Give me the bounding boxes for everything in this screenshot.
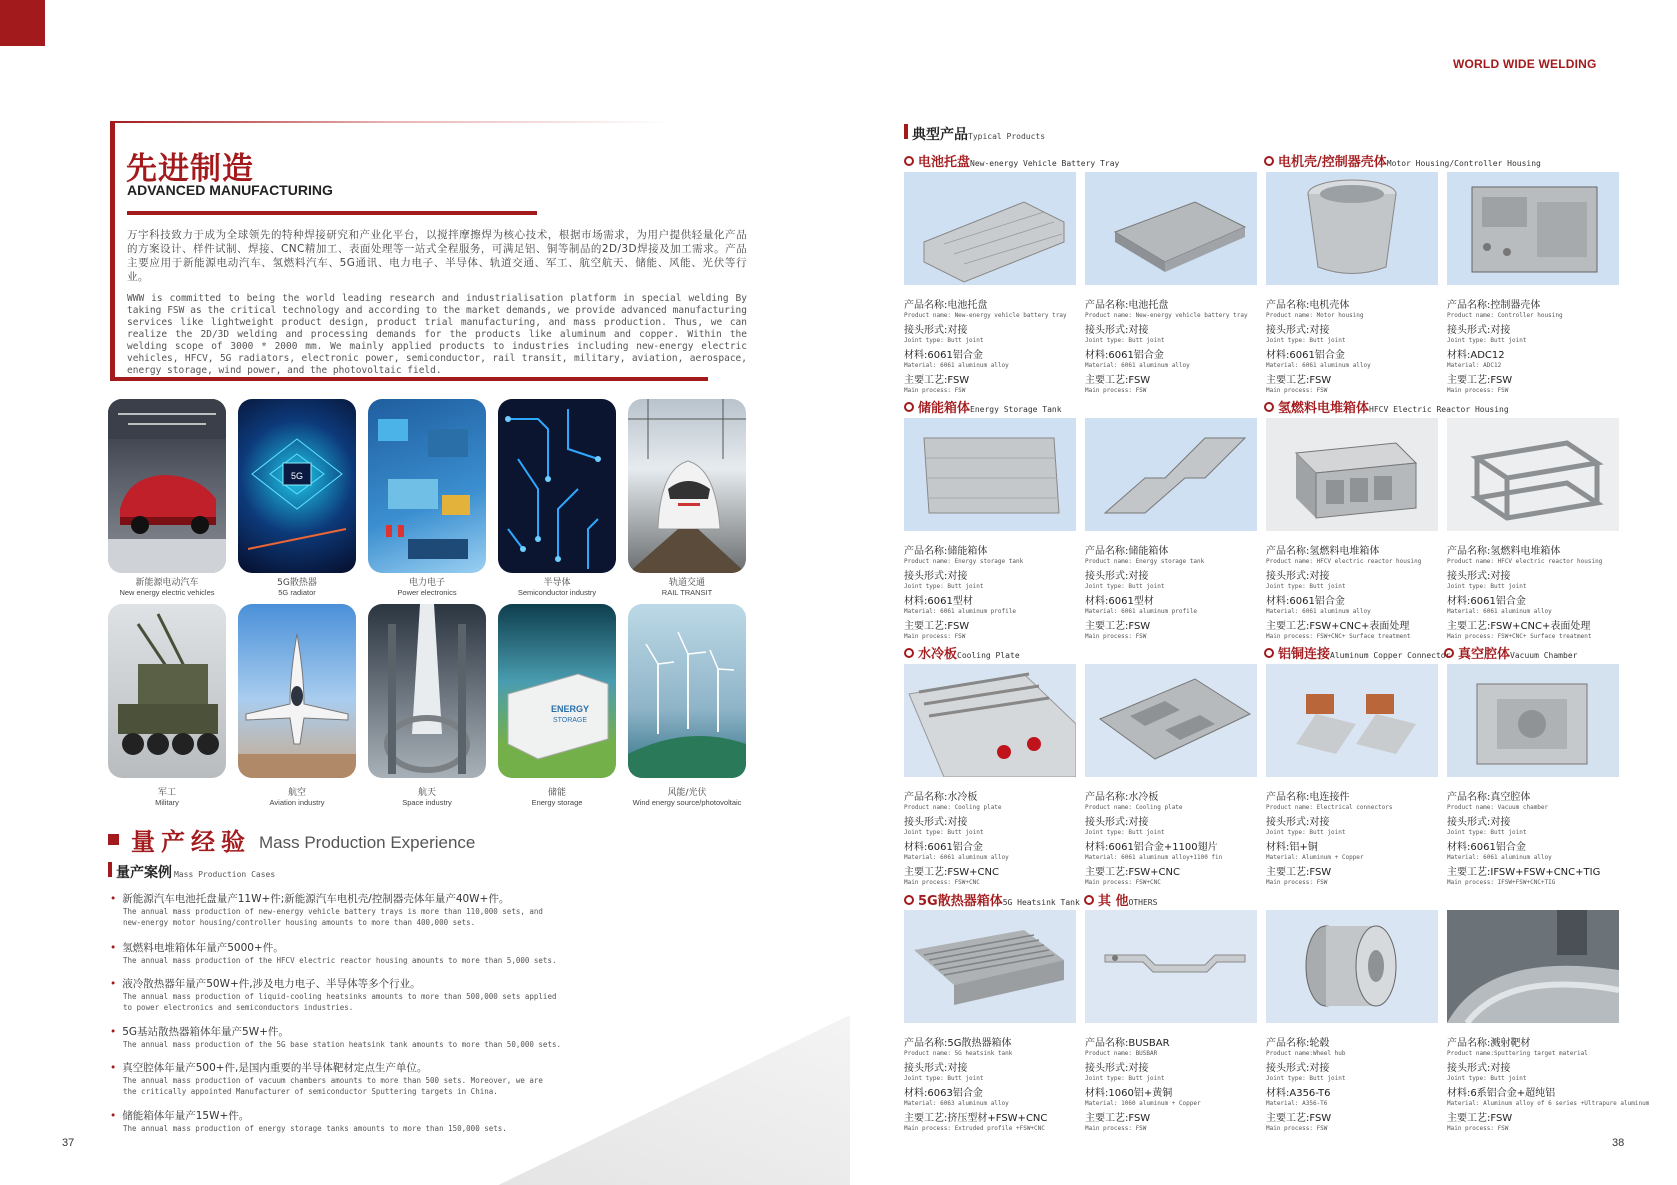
brand-tagline: WORLD WIDE WELDING [1453, 57, 1597, 71]
spec-process-en: Main process: FSW+CNC+ Surface treatment [1266, 633, 1411, 640]
spec-joint: 接头形式:对接 [1085, 325, 1149, 336]
spec-material: 材料:6061铝合金 [1447, 596, 1526, 607]
spec-joint: 接头形式:对接 [1447, 1063, 1511, 1074]
product-image [1447, 418, 1619, 531]
bar-marker-icon [904, 124, 908, 139]
case-item: • 液冷散热器年量产50W+件,涉及电力电子、半导体等多个行业。 The annual mass production of liquid-cooling heatsinks amounts to more than 500,000 sets applied to power electronics and semiconductors industries. [110, 976, 580, 1013]
category-others: 其 他OTHERS [1084, 890, 1157, 909]
spec-name: 产品名称:控制器壳体 [1447, 300, 1541, 311]
spec-name: 产品名称:5G散热器箱体 [904, 1038, 1012, 1049]
spec-joint-en: Joint type: Butt joint [1447, 829, 1527, 836]
product-spec [1447, 786, 1623, 886]
spec-joint: 接头形式:对接 [1447, 817, 1511, 828]
spec-process-en: Main process: FSW [904, 387, 966, 394]
spec-material: 材料:6063铝合金 [904, 1088, 983, 1099]
industry-caption: 航空 Aviation industry [269, 788, 325, 807]
title-underline [127, 211, 537, 215]
industry-image-military [108, 604, 226, 778]
spec-joint-en: Joint type: Butt joint [1266, 583, 1346, 590]
category-hfcv-housing: 氢燃料电堆箱体HFCV Electric Reactor Housing [1264, 397, 1509, 416]
industry-caption: 储能 Energy storage [531, 788, 583, 807]
spec-joint-en: Joint type: Butt joint [1085, 829, 1165, 836]
mass-production-title-cn: 量产经验 [131, 828, 251, 856]
spec-joint-en: Joint type: Butt joint [1085, 1075, 1165, 1082]
industry-image-5g [238, 399, 356, 573]
ring-bullet-icon [1264, 402, 1274, 412]
spec-material: 材料:6061铝合金 [1266, 350, 1345, 361]
spec-material-en: Material: 6061 aluminum alloy [904, 362, 1009, 369]
spec-material: 材料:6061铝合金+1100翅片 [1085, 842, 1218, 853]
product-spec [1085, 786, 1261, 886]
spec-material: 材料:6系铝合金+超纯铝 [1447, 1088, 1556, 1099]
product-image [1085, 910, 1257, 1023]
spec-name-en: Product name: BUSBAR [1085, 1050, 1158, 1057]
bar-marker-icon [108, 862, 112, 877]
spec-process: 主要工艺:FSW+CNC+表面处理 [1447, 621, 1591, 632]
spec-name-en: Product name: Vacuum chamber [1447, 804, 1549, 811]
spec-process: 主要工艺:FSW [1447, 1113, 1513, 1124]
spec-name-en: Product name: New-energy vehicle battery tray [1085, 312, 1248, 319]
category-vacuum-chamber: 真空腔体Vacuum Chamber [1444, 643, 1577, 662]
spec-material-en: Material: 1060 aluminum + Copper [1085, 1100, 1201, 1107]
spec-name-en: Product name: Cooling plate [1085, 804, 1183, 811]
product-spec [1447, 294, 1623, 394]
spec-name-en: Product name: Controller housing [1447, 312, 1563, 319]
ring-bullet-icon [904, 156, 914, 166]
case-item: • 5G基站散热器箱体年量产5W+件。 The annual mass production of the 5G base station heatsink tank amounts to more than 50,000 sets. [110, 1024, 580, 1050]
spec-process-en: Main process: FSW [1266, 879, 1328, 886]
product-spec [1447, 1032, 1650, 1132]
ring-bullet-icon [1444, 648, 1454, 658]
mass-production-title-en: Mass Production Experience [259, 832, 476, 852]
product-spec [1085, 1032, 1261, 1132]
ring-bullet-icon [904, 648, 914, 658]
industry-caption: 新能源电动汽车 New energy electric vehicles [119, 578, 215, 597]
ring-bullet-icon [1264, 156, 1274, 166]
corner-accent-block [0, 0, 45, 46]
spec-joint: 接头形式:对接 [904, 571, 968, 582]
product-image [1085, 664, 1257, 777]
spec-process-en: Main process: FSW [904, 633, 966, 640]
product-spec [1266, 294, 1442, 394]
product-image [1266, 910, 1438, 1023]
spec-joint: 接头形式:对接 [1266, 1063, 1330, 1074]
spec-joint-en: Joint type: Butt joint [1266, 829, 1346, 836]
spec-joint: 接头形式:对接 [1266, 571, 1330, 582]
spec-process: 主要工艺:FSW+CNC [1085, 867, 1181, 878]
spec-joint-en: Joint type: Butt joint [1085, 337, 1165, 344]
industry-image-aerospace [368, 604, 486, 778]
product-image [904, 172, 1076, 285]
spec-name-en: Product name: Motor housing [1266, 312, 1364, 319]
spec-process-en: Main process: Extruded profile +FSW+CNC [904, 1125, 1045, 1132]
industry-caption: 半导体 Semiconductor industry [517, 578, 597, 597]
spec-process: 主要工艺:FSW [1266, 1113, 1332, 1124]
spec-process: 主要工艺:FSW [1085, 375, 1151, 386]
industry-image-semiconductor [498, 399, 616, 573]
product-spec [1447, 540, 1623, 640]
spec-name: 产品名称:电池托盘 [1085, 300, 1169, 311]
product-image [1266, 418, 1438, 531]
product-image [1266, 664, 1438, 777]
industry-image-rail [628, 399, 746, 573]
page-number-right: 38 [1612, 1137, 1625, 1149]
cases-heading [108, 862, 275, 882]
spec-material: 材料:6061铝合金 [904, 842, 983, 853]
case-item: • 真空腔体年量产500+件,是国内重要的半导体靶材定点生产单位。 The annual mass production of vacuum chambers amounts to more than 500 sets. Moreover, we are the critically appointed Manufacturer of semiconductor Sputtering targets in China. [110, 1060, 580, 1097]
spec-process-en: Main process: FSW [1447, 387, 1509, 394]
spec-joint-en: Joint type: Butt joint [904, 1075, 984, 1082]
typical-products-heading [904, 124, 1045, 144]
spec-name: 产品名称:氢燃料电堆箱体 [1447, 546, 1561, 557]
spec-material-en: Material: 6063 aluminum alloy [904, 1100, 1009, 1107]
product-spec [1085, 294, 1261, 394]
case-item: • 储能箱体年量产15W+件。 The annual mass production of energy storage tanks amounts to more than 150,000 sets. [110, 1108, 580, 1134]
spec-material: 材料:铝+铜 [1266, 842, 1318, 853]
spec-joint: 接头形式:对接 [904, 817, 968, 828]
spec-material-en: Material: Aluminum alloy of 6 series +Ultrapure aluminum [1447, 1100, 1650, 1107]
spec-joint-en: Joint type: Butt joint [904, 337, 984, 344]
ring-bullet-icon [904, 895, 914, 905]
spec-material-en: Material: 6061 aluminum alloy [1085, 362, 1190, 369]
spec-process-en: Main process: FSW [1085, 633, 1147, 640]
category-energy-storage: 储能箱体Energy Storage Tank [904, 397, 1062, 416]
spec-material-en: Material: A356-T6 [1266, 1100, 1328, 1107]
spec-material: 材料:1060铝+黄铜 [1085, 1088, 1173, 1099]
spec-joint: 接头形式:对接 [1266, 817, 1330, 828]
spec-material-en: Material: ADC12 [1447, 362, 1502, 369]
spec-process-en: Main process: FSW [1447, 1125, 1509, 1132]
spec-name-en: Product name: HFCV electric reactor housing [1266, 558, 1422, 565]
spec-process-en: Main process: FSW [1266, 1125, 1328, 1132]
product-image [1085, 418, 1257, 531]
industry-image-wind [628, 604, 746, 778]
spec-material: 材料:6061铝合金 [1085, 350, 1164, 361]
product-spec [1085, 540, 1261, 640]
spec-name: 产品名称:储能箱体 [1085, 546, 1169, 557]
spec-joint: 接头形式:对接 [1085, 571, 1149, 582]
industry-caption: 电力电子 Power electronics [397, 578, 457, 597]
ring-bullet-icon [1264, 648, 1274, 658]
product-image [904, 664, 1076, 777]
spec-joint-en: Joint type: Butt joint [1266, 337, 1346, 344]
spec-name: 产品名称:水冷板 [904, 792, 978, 803]
spec-process: 主要工艺:FSW [1085, 1113, 1151, 1124]
spec-process-en: Main process: FSW [1266, 387, 1328, 394]
spec-process-en: Main process: FSW+CNC [1085, 879, 1161, 886]
industry-image-energy-storage [498, 604, 616, 778]
spec-name-en: Product name:Wheel hub [1266, 1050, 1346, 1057]
product-image [904, 910, 1076, 1023]
spec-process-en: Main process: IFSW+FSW+CNC+TIG [1447, 879, 1556, 886]
spec-joint: 接头形式:对接 [904, 325, 968, 336]
spec-joint-en: Joint type: Butt joint [1085, 583, 1165, 590]
industry-caption: 军工 Military [155, 788, 179, 807]
case-item: • 新能源汽车电池托盘量产11W+件;新能源汽车电机壳/控制器壳体年量产40W+件。 The annual mass production of new-energy vehicle battery trays is more than 110,000 sets, and new-energy motor housing/controller housing amounts to more than 400,000 sets. [110, 891, 580, 928]
industry-caption: 轨道交通 RAIL TRANSIT [661, 578, 713, 597]
category-battery-tray: 电池托盘New-energy Vehicle Battery Tray [904, 151, 1119, 170]
product-spec [904, 294, 1080, 394]
industry-caption: 风能/光伏 Wind energy source/photovoltaic [632, 788, 742, 807]
spec-joint-en: Joint type: Butt joint [1447, 337, 1527, 344]
spec-material: 材料:6061型材 [1085, 596, 1154, 607]
spec-joint: 接头形式:对接 [1085, 1063, 1149, 1074]
spec-material-en: Material: 6061 aluminum alloy [904, 854, 1009, 861]
spec-joint-en: Joint type: Butt joint [1447, 583, 1527, 590]
spec-material-en: Material: 6061 aluminum alloy [1266, 362, 1371, 369]
typical-title-cn: 典型产品 [912, 127, 968, 143]
chip-label: 5G [290, 471, 304, 481]
spec-name: 产品名称:氢燃料电堆箱体 [1266, 546, 1380, 557]
spec-material-en: Material: 6061 aluminum alloy+1100 fin [1085, 854, 1223, 861]
spec-name-en: Product name: Cooling plate [904, 804, 1002, 811]
spec-process: 主要工艺:FSW [904, 375, 970, 386]
spec-joint-en: Joint type: Butt joint [904, 829, 984, 836]
spec-process-en: Main process: FSW [1085, 1125, 1147, 1132]
spec-material: 材料:6061铝合金 [1447, 842, 1526, 853]
spec-process-en: Main process: FSW [1085, 387, 1147, 394]
spec-process: 主要工艺:FSW [1447, 375, 1513, 386]
case-item: • 氢燃料电堆箱体年量产5000+件。 The annual mass production of the HFCV electric reactor housing amounts to more than 5,000 sets. [110, 940, 580, 966]
spec-material-en: Material: 6061 aluminum profile [904, 608, 1016, 615]
spec-material: 材料:6061型材 [904, 596, 973, 607]
spec-process: 主要工艺:FSW [1266, 867, 1332, 878]
spec-name: 产品名称:BUSBAR [1085, 1038, 1170, 1049]
spec-process: 主要工艺:FSW [1085, 621, 1151, 632]
spec-joint: 接头形式:对接 [1447, 325, 1511, 336]
spec-material-en: Material: Aluminum + Copper [1266, 854, 1364, 861]
spec-material-en: Material: 6061 aluminum alloy [1447, 608, 1552, 615]
product-image [1085, 172, 1257, 285]
spec-process: 主要工艺:IFSW+FSW+CNC+TIG [1447, 867, 1601, 878]
industry-caption: 5G散热器 5G radiator [277, 578, 317, 597]
spec-name-en: Product name: HFCV electric reactor housing [1447, 558, 1603, 565]
product-image [1447, 910, 1619, 1023]
category-5g-heatsink: 5G散热器箱体5G Heatsink Tank [904, 890, 1080, 909]
product-spec [904, 786, 1080, 886]
spec-process: 主要工艺:挤压型材+FSW+CNC [904, 1113, 1048, 1124]
storage-label: STORAGE [552, 717, 588, 724]
section-title-en: ADVANCED MANUFACTURING [127, 182, 333, 198]
spec-joint: 接头形式:对接 [1447, 571, 1511, 582]
spec-process: 主要工艺:FSW [1266, 375, 1332, 386]
industry-caption: 航天 Space industry [402, 788, 452, 807]
spec-joint-en: Joint type: Butt joint [904, 583, 984, 590]
spec-name-en: Product name: 5G heatsink tank [904, 1050, 1013, 1057]
spec-process-en: Main process: FSW+CNC [904, 879, 980, 886]
spec-material: 材料:A356-T6 [1266, 1088, 1331, 1099]
spec-name-en: Product name: Energy storage tank [904, 558, 1024, 565]
spec-material: 材料:ADC12 [1447, 350, 1505, 361]
industry-image-power-electronics [368, 399, 486, 573]
product-spec [904, 1032, 1080, 1132]
industry-image-aviation [238, 604, 356, 778]
product-image [1447, 172, 1619, 285]
intro-paragraph-cn: 万宇科技致力于成为全球领先的特种焊接研究和产业化平台，以搅拌摩擦焊为核心技术，根据市场需求，为用户提供轻量化产品的方案设计、样件试制、焊接、CNC精加工、表面处理等一站式全程服务，可满足铝、铜等制品的2D/3D焊接及加工需求。产品主要应用于新能源电动汽车、氢燃料汽车、5G通讯、电力电子、半导体、轨道交通、军工、航空航天、储能、风能、光伏等行业。 [127, 229, 747, 283]
cases-title-cn: 量产案例 [116, 865, 172, 881]
spec-process-en: Main process: FSW+CNC+ Surface treatment [1447, 633, 1592, 640]
product-spec [1266, 786, 1442, 886]
spec-process: 主要工艺:FSW+CNC [904, 867, 1000, 878]
spec-name-en: Product name:Sputtering target material [1447, 1050, 1588, 1057]
product-image [1266, 172, 1438, 285]
intro-paragraph-en: WWW is committed to being the world leading research and industrialisation platform in special welding By taking FSW as the critical technology and according to the market demands, we provide advanced manufacturing services like lightweight product design, product trial manufacturing, and mass production. Thus, we can realize the 2D/3D welding and processing demands for the products like aluminum and copper. Within the welding scope of 3000 * 2000 mm. We mainly applied products to industries including new-energy electric vehicles, HFCV, 5G radiators, electronic power, semiconductor, rail transit, military, aviation, aerospace, energy storage, wind power, and the photovoltaic field. [127, 293, 747, 376]
product-spec [1266, 540, 1442, 640]
industry-image-ev [108, 399, 226, 573]
spec-joint: 接头形式:对接 [904, 1063, 968, 1074]
product-image [904, 418, 1076, 531]
product-spec [1266, 1032, 1442, 1132]
spec-name: 产品名称:电机壳体 [1266, 300, 1350, 311]
spec-material: 材料:6061铝合金 [1266, 596, 1345, 607]
spec-name-en: Product name: Energy storage tank [1085, 558, 1205, 565]
cases-title-en: Mass Production Cases [174, 870, 276, 879]
spec-name: 产品名称:电池托盘 [904, 300, 988, 311]
spec-name: 产品名称:水冷板 [1085, 792, 1159, 803]
product-image [1447, 664, 1619, 777]
spec-joint: 接头形式:对接 [1085, 817, 1149, 828]
spec-joint: 接头形式:对接 [1266, 325, 1330, 336]
ring-bullet-icon [1084, 895, 1094, 905]
spec-material-en: Material: 6061 aluminum alloy [1266, 608, 1371, 615]
category-al-cu-connector: 铝铜连接Aluminum Copper Connector [1264, 643, 1450, 662]
spec-process: 主要工艺:FSW+CNC+表面处理 [1266, 621, 1410, 632]
spec-material-en: Material: 6061 aluminum alloy [1447, 854, 1552, 861]
spec-joint-en: Joint type: Butt joint [1266, 1075, 1346, 1082]
ring-bullet-icon [904, 402, 914, 412]
mass-production-heading [108, 822, 475, 857]
spec-process: 主要工艺:FSW [904, 621, 970, 632]
spec-material: 材料:6061铝合金 [904, 350, 983, 361]
spec-name: 产品名称:真空腔体 [1447, 792, 1531, 803]
energy-label: ENERGY [550, 704, 590, 714]
spec-joint-en: Joint type: Butt joint [1447, 1075, 1527, 1082]
product-spec [904, 540, 1080, 640]
spec-name: 产品名称:轮毂 [1266, 1038, 1330, 1049]
spec-name: 产品名称:储能箱体 [904, 546, 988, 557]
spec-name-en: Product name: Electrical connectors [1266, 804, 1393, 811]
category-cooling-plate: 水冷板Cooling Plate [904, 643, 1020, 662]
section-title-cn: 先进制造 [126, 151, 254, 187]
page-number-left: 37 [62, 1137, 75, 1149]
square-bullet-icon [108, 834, 119, 845]
spec-name-en: Product name: New-energy vehicle battery tray [904, 312, 1067, 319]
spec-name: 产品名称:电连接件 [1266, 792, 1350, 803]
category-motor-housing: 电机壳/控制器壳体Motor Housing/Controller Housing [1264, 151, 1541, 170]
typical-title-en: Typical Products [968, 132, 1046, 141]
spec-name: 产品名称:溅射靶材 [1447, 1038, 1531, 1049]
spec-material-en: Material: 6061 aluminum profile [1085, 608, 1197, 615]
